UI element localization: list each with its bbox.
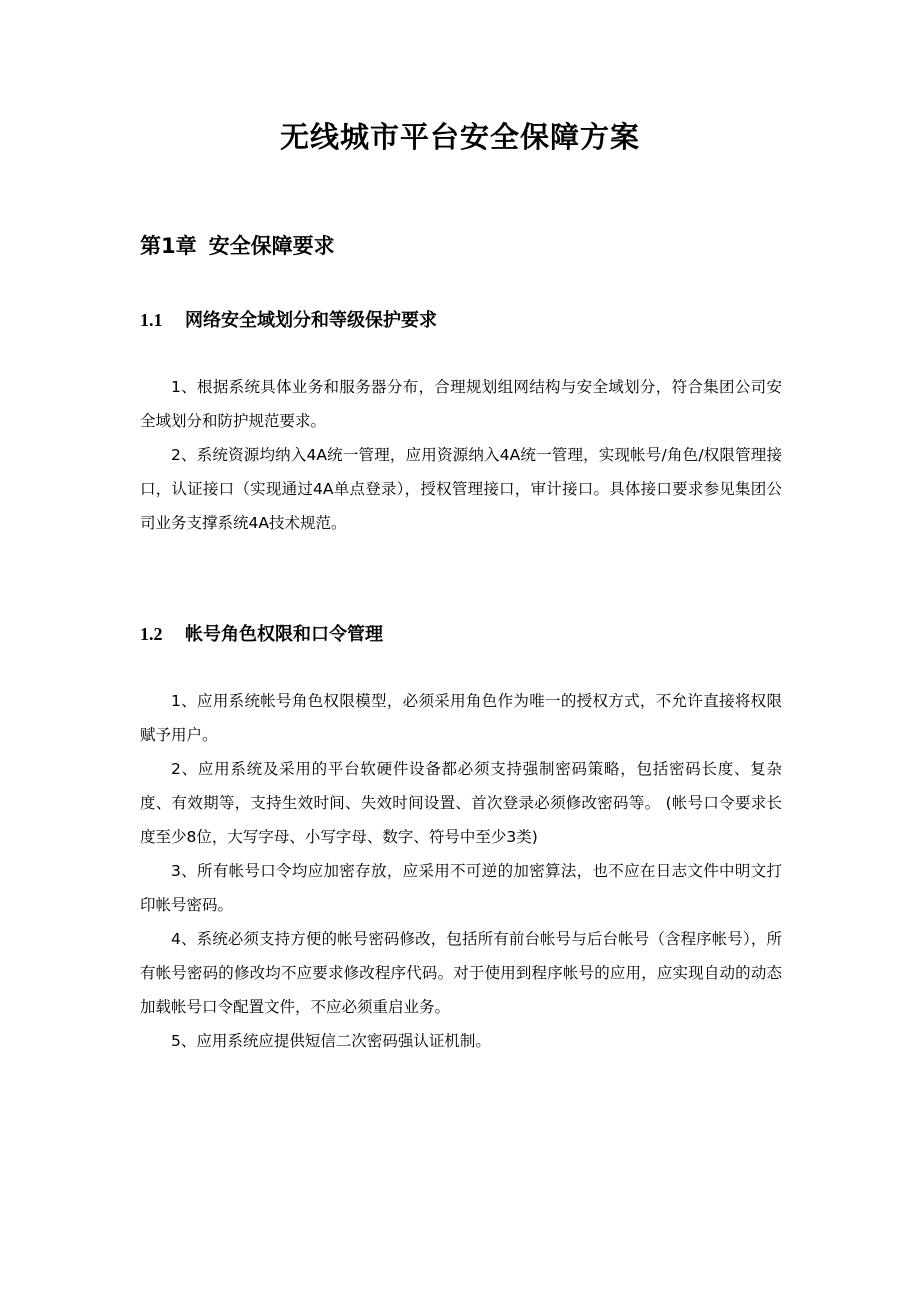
section-heading-1-1: [140, 305, 437, 336]
section-number: 1.2: [140, 624, 163, 644]
chapter-number: 第1章: [140, 234, 197, 258]
paragraph: 5、应用系统应提供短信二次密码强认证机制。: [171, 1032, 491, 1050]
section-title: 网络安全域划分和等级保护要求: [185, 310, 437, 331]
paragraph: 4、系统必须支持方便的帐号密码修改，包括所有前台帐号与后台帐号（含程序帐号），所有帐号密码的修改均不应要求修改程序代码。对于使用到程序帐号的应用，应实现自动的动态加载帐号口令配置文件，不应必须重启业务。: [140, 930, 782, 1016]
section-1-1-body: [140, 370, 782, 540]
section-heading-1-2: [140, 619, 383, 650]
paragraph: 2、系统资源均纳入4A统一管理，应用资源纳入4A统一管理，实现帐号/角色/权限管理接口，认证接口（实现通过4A单点登录），授权管理接口，审计接口。具体接口要求参见集团公司业务支撑系统4A技术规范。: [140, 446, 782, 532]
chapter-title: 安全保障要求: [208, 234, 335, 258]
paragraph: 1、根据系统具体业务和服务器分布，合理规划组网结构与安全域划分，符合集团公司安全域划分和防护规范要求。: [140, 378, 782, 430]
section-1-2-body: [140, 684, 782, 1058]
paragraph: 1、应用系统帐号角色权限模型，必须采用角色作为唯一的授权方式，不允许直接将权限赋予用户。: [140, 692, 782, 744]
paragraph: 2、应用系统及采用的平台软硬件设备都必须支持强制密码策略，包括密码长度、复杂度、有效期等，支持生效时间、失效时间设置、首次登录必须修改密码等。 (帐号口令要求长度至少8位，大写字母、小写字母、数字、符号中至少3类): [140, 760, 782, 846]
section-title: 帐号角色权限和口令管理: [185, 624, 383, 645]
chapter-heading: [140, 226, 335, 266]
section-number: 1.1: [140, 310, 163, 330]
document-title: 无线城市平台安全保障方案: [279, 120, 640, 154]
paragraph: 3、所有帐号口令均应加密存放，应采用不可逆的加密算法，也不应在日志文件中明文打印帐号密码。: [140, 862, 782, 914]
